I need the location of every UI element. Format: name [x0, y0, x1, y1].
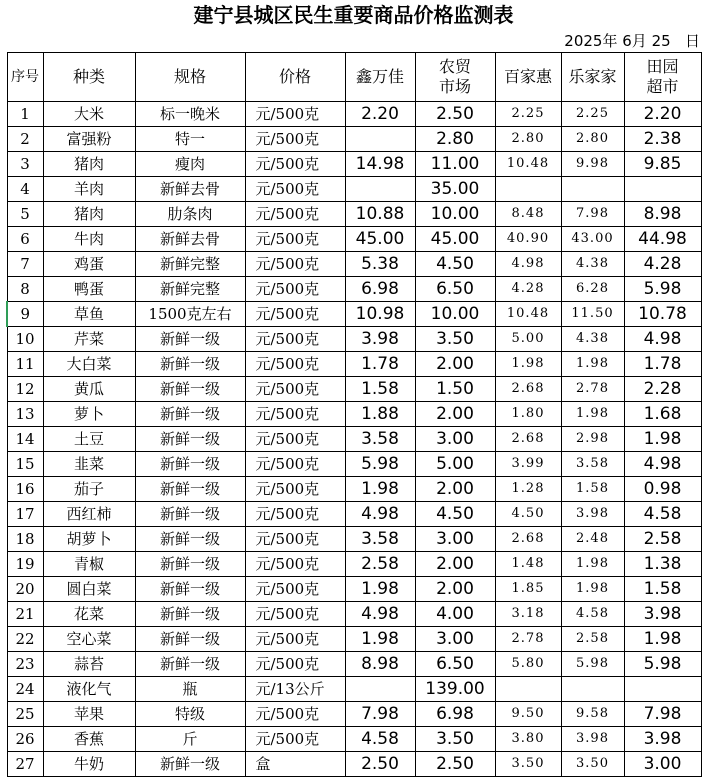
header-row: [7, 53, 701, 102]
header-tianyuan: [624, 53, 701, 102]
table-row: [7, 302, 701, 327]
header-nongmao-line1: 农贸: [438, 57, 471, 76]
cell-unit[interactable]: 元/500克: [245, 502, 345, 527]
report-date: [0, 30, 700, 52]
cell-price-xinwanjia[interactable]: 2.20: [345, 102, 415, 127]
cell-idx[interactable]: 7: [7, 252, 43, 277]
cell-kind[interactable]: 蒜苔: [43, 652, 135, 677]
cell-price-nongmao[interactable]: 2.50: [415, 102, 495, 127]
cell-price-nongmao[interactable]: 2.00: [415, 352, 495, 377]
cell-price-baijiahui[interactable]: 10.48: [495, 152, 561, 177]
cell-unit[interactable]: 元/500克: [245, 627, 345, 652]
cell-spec[interactable]: 新鲜去骨: [135, 177, 245, 202]
cell-price-tianyuan[interactable]: 8.98: [624, 202, 701, 227]
table-row: [7, 352, 701, 377]
cell-unit[interactable]: 元/500克: [245, 552, 345, 577]
cell-price-xinwanjia[interactable]: 7.98: [345, 702, 415, 727]
cell-price-tianyuan[interactable]: 1.98: [624, 627, 701, 652]
cell-price-nongmao[interactable]: 2.80: [415, 127, 495, 152]
cell-price-lejiajia[interactable]: 4.38: [561, 327, 624, 352]
cell-kind[interactable]: 空心菜: [43, 627, 135, 652]
table-row: [7, 127, 701, 152]
cell-idx[interactable]: 20: [7, 577, 43, 602]
cell-unit[interactable]: 元/500克: [245, 702, 345, 727]
cell-kind[interactable]: 苹果: [43, 702, 135, 727]
cell-price-tianyuan[interactable]: [624, 677, 701, 702]
cell-price-lejiajia[interactable]: 1.98: [561, 352, 624, 377]
table-row: [7, 677, 701, 702]
cell-price-baijiahui[interactable]: 1.85: [495, 577, 561, 602]
cell-price-tianyuan[interactable]: 4.98: [624, 452, 701, 477]
cell-price-xinwanjia[interactable]: 4.98: [345, 502, 415, 527]
cell-idx[interactable]: 27: [7, 752, 43, 777]
table-row: [7, 102, 701, 127]
cell-price-nongmao[interactable]: 11.00: [415, 152, 495, 177]
cell-price-tianyuan[interactable]: 2.20: [624, 102, 701, 127]
cell-price-lejiajia[interactable]: 2.25: [561, 102, 624, 127]
cell-idx[interactable]: 24: [7, 677, 43, 702]
cell-idx[interactable]: 15: [7, 452, 43, 477]
cell-spec[interactable]: 特级: [135, 702, 245, 727]
cell-price-tianyuan[interactable]: 1.78: [624, 352, 701, 377]
cell-price-lejiajia[interactable]: 2.58: [561, 627, 624, 652]
cell-price-tianyuan[interactable]: 0.98: [624, 477, 701, 502]
date-year: 2025年: [564, 32, 618, 50]
cell-kind[interactable]: 土豆: [43, 427, 135, 452]
table-row: [7, 577, 701, 602]
cell-unit[interactable]: 元/500克: [245, 127, 345, 152]
cell-price-baijiahui[interactable]: 8.48: [495, 202, 561, 227]
cell-unit[interactable]: 元/500克: [245, 402, 345, 427]
cell-price-nongmao[interactable]: 4.50: [415, 502, 495, 527]
cell-idx[interactable]: 4: [7, 177, 43, 202]
table-row: [7, 202, 701, 227]
cell-price-xinwanjia[interactable]: 3.58: [345, 427, 415, 452]
cell-spec[interactable]: 新鲜一级: [135, 377, 245, 402]
cell-unit[interactable]: 元/500克: [245, 252, 345, 277]
header-baijiahui: 百家惠: [495, 53, 561, 102]
cell-spec[interactable]: 新鲜一级: [135, 552, 245, 577]
cell-price-xinwanjia[interactable]: 3.98: [345, 327, 415, 352]
cell-price-baijiahui[interactable]: 2.80: [495, 127, 561, 152]
cell-kind[interactable]: 黄瓜: [43, 377, 135, 402]
cell-price-baijiahui[interactable]: 4.98: [495, 252, 561, 277]
cell-idx[interactable]: 19: [7, 552, 43, 577]
cell-price-xinwanjia[interactable]: 6.98: [345, 277, 415, 302]
cell-price-tianyuan[interactable]: 1.58: [624, 577, 701, 602]
cell-price-nongmao[interactable]: 2.50: [415, 752, 495, 777]
cell-kind[interactable]: 圆白菜: [43, 577, 135, 602]
date-day-suffix: 日: [684, 32, 700, 50]
cell-price-baijiahui[interactable]: [495, 177, 561, 202]
cell-price-nongmao[interactable]: 5.00: [415, 452, 495, 477]
cell-price-baijiahui[interactable]: 2.78: [495, 627, 561, 652]
table-row: [7, 552, 701, 577]
header-spec: 规格: [135, 53, 245, 102]
table-row: [7, 502, 701, 527]
cell-spec[interactable]: 新鲜一级: [135, 327, 245, 352]
cell-price-baijiahui[interactable]: 2.68: [495, 377, 561, 402]
cell-kind[interactable]: 大白菜: [43, 352, 135, 377]
cell-idx[interactable]: 26: [7, 727, 43, 752]
cell-spec[interactable]: 新鲜一级: [135, 527, 245, 552]
cell-unit[interactable]: 元/500克: [245, 327, 345, 352]
cell-price-xinwanjia[interactable]: 1.98: [345, 627, 415, 652]
cell-unit[interactable]: 元/500克: [245, 377, 345, 402]
cell-price-baijiahui[interactable]: 3.80: [495, 727, 561, 752]
cell-price-lejiajia[interactable]: [561, 177, 624, 202]
cell-price-lejiajia[interactable]: 3.98: [561, 502, 624, 527]
cell-kind[interactable]: 液化气: [43, 677, 135, 702]
cell-price-lejiajia[interactable]: [561, 677, 624, 702]
cell-idx[interactable]: 23: [7, 652, 43, 677]
cell-price-nongmao[interactable]: 3.50: [415, 327, 495, 352]
cell-price-xinwanjia[interactable]: 14.98: [345, 152, 415, 177]
cell-spec[interactable]: 新鲜一级: [135, 652, 245, 677]
header-lejiajia: 乐家家: [561, 53, 624, 102]
cell-spec[interactable]: 新鲜一级: [135, 602, 245, 627]
cell-price-lejiajia[interactable]: 9.98: [561, 152, 624, 177]
table-row: [7, 627, 701, 652]
cell-price-tianyuan[interactable]: 10.78: [624, 302, 701, 327]
cell-unit[interactable]: 元/500克: [245, 452, 345, 477]
table-row: [7, 252, 701, 277]
cell-price-baijiahui[interactable]: 3.18: [495, 602, 561, 627]
cell-price-tianyuan[interactable]: 7.98: [624, 702, 701, 727]
cell-idx[interactable]: 9: [7, 302, 43, 327]
cell-price-nongmao[interactable]: 2.00: [415, 402, 495, 427]
cell-price-nongmao[interactable]: 6.50: [415, 277, 495, 302]
cell-kind[interactable]: 韭菜: [43, 452, 135, 477]
cell-unit[interactable]: 元/500克: [245, 427, 345, 452]
cell-price-lejiajia[interactable]: 1.98: [561, 577, 624, 602]
cell-price-xinwanjia[interactable]: 45.00: [345, 227, 415, 252]
cell-unit[interactable]: 元/500克: [245, 602, 345, 627]
cell-price-lejiajia[interactable]: 4.58: [561, 602, 624, 627]
cell-price-lejiajia[interactable]: 2.48: [561, 527, 624, 552]
cell-price-lejiajia[interactable]: 43.00: [561, 227, 624, 252]
header-idx: 序号: [7, 53, 43, 102]
cell-price-nongmao[interactable]: 35.00: [415, 177, 495, 202]
cell-price-tianyuan[interactable]: 2.28: [624, 377, 701, 402]
cell-spec[interactable]: 新鲜一级: [135, 627, 245, 652]
cell-price-lejiajia[interactable]: 11.50: [561, 302, 624, 327]
cell-unit[interactable]: 元/500克: [245, 577, 345, 602]
cell-kind[interactable]: 鸡蛋: [43, 252, 135, 277]
cell-price-tianyuan[interactable]: 1.68: [624, 402, 701, 427]
table-row: [7, 227, 701, 252]
cell-idx[interactable]: 18: [7, 527, 43, 552]
cell-price-xinwanjia[interactable]: 8.98: [345, 652, 415, 677]
table-row: [7, 727, 701, 752]
cell-spec[interactable]: 1500克左右: [135, 302, 245, 327]
cell-kind[interactable]: 牛奶: [43, 752, 135, 777]
cell-kind[interactable]: 香蕉: [43, 727, 135, 752]
cell-price-xinwanjia[interactable]: 1.98: [345, 577, 415, 602]
cell-price-nongmao[interactable]: 6.50: [415, 652, 495, 677]
table-body: [7, 102, 701, 777]
header-nongmao: [415, 53, 495, 102]
cell-kind[interactable]: 牛肉: [43, 227, 135, 252]
table-row: [7, 402, 701, 427]
cell-price-nongmao[interactable]: 10.00: [415, 202, 495, 227]
date-month: 6月: [622, 32, 647, 50]
cell-price-lejiajia[interactable]: 2.78: [561, 377, 624, 402]
cell-price-baijiahui[interactable]: 5.80: [495, 652, 561, 677]
cell-spec[interactable]: 新鲜一级: [135, 577, 245, 602]
cell-price-xinwanjia[interactable]: 2.58: [345, 552, 415, 577]
cell-price-baijiahui[interactable]: 3.50: [495, 752, 561, 777]
cell-unit[interactable]: 元/500克: [245, 227, 345, 252]
cell-unit[interactable]: 元/500克: [245, 302, 345, 327]
cell-kind[interactable]: 猪肉: [43, 152, 135, 177]
cell-price-lejiajia[interactable]: 3.98: [561, 727, 624, 752]
cell-price-tianyuan[interactable]: 2.38: [624, 127, 701, 152]
cell-spec[interactable]: 新鲜一级: [135, 452, 245, 477]
cell-kind[interactable]: 茄子: [43, 477, 135, 502]
cell-price-lejiajia[interactable]: 2.98: [561, 427, 624, 452]
cell-price-nongmao[interactable]: 3.50: [415, 727, 495, 752]
cell-kind[interactable]: 大米: [43, 102, 135, 127]
cell-price-lejiajia[interactable]: 2.80: [561, 127, 624, 152]
cell-price-baijiahui[interactable]: 2.68: [495, 527, 561, 552]
cell-unit[interactable]: 盒: [245, 752, 345, 777]
cell-unit[interactable]: 元/500克: [245, 102, 345, 127]
cell-idx[interactable]: 8: [7, 277, 43, 302]
cell-price-tianyuan[interactable]: 5.98: [624, 277, 701, 302]
cell-price-baijiahui[interactable]: 1.80: [495, 402, 561, 427]
cell-price-nongmao[interactable]: 3.00: [415, 627, 495, 652]
cell-kind[interactable]: 猪肉: [43, 202, 135, 227]
cell-price-baijiahui[interactable]: 4.50: [495, 502, 561, 527]
cell-price-tianyuan[interactable]: 4.98: [624, 327, 701, 352]
date-day: 25: [651, 32, 671, 50]
cell-price-xinwanjia[interactable]: 10.98: [345, 302, 415, 327]
cell-price-nongmao[interactable]: 4.50: [415, 252, 495, 277]
cell-price-nongmao[interactable]: 6.98: [415, 702, 495, 727]
cell-price-lejiajia[interactable]: 1.58: [561, 477, 624, 502]
cell-price-xinwanjia[interactable]: 1.78: [345, 352, 415, 377]
table-row: [7, 452, 701, 477]
cell-price-lejiajia[interactable]: 3.58: [561, 452, 624, 477]
cell-unit[interactable]: 元/500克: [245, 352, 345, 377]
price-table: [6, 52, 702, 777]
cell-kind[interactable]: 萝卜: [43, 402, 135, 427]
cell-price-baijiahui[interactable]: 2.68: [495, 427, 561, 452]
cell-kind[interactable]: 芹菜: [43, 327, 135, 352]
cell-idx[interactable]: 14: [7, 427, 43, 452]
cell-unit[interactable]: 元/500克: [245, 527, 345, 552]
cell-price-nongmao[interactable]: 139.00: [415, 677, 495, 702]
cell-price-nongmao[interactable]: 3.00: [415, 527, 495, 552]
cell-price-xinwanjia[interactable]: 1.88: [345, 402, 415, 427]
cell-price-nongmao[interactable]: 2.00: [415, 552, 495, 577]
cell-price-tianyuan[interactable]: 9.85: [624, 152, 701, 177]
cell-kind[interactable]: 花菜: [43, 602, 135, 627]
cell-price-xinwanjia[interactable]: [345, 177, 415, 202]
cell-idx[interactable]: 25: [7, 702, 43, 727]
cell-idx[interactable]: 5: [7, 202, 43, 227]
header-xinwanjia: 鑫万佳: [345, 53, 415, 102]
cell-price-nongmao[interactable]: 3.00: [415, 427, 495, 452]
cell-idx[interactable]: 2: [7, 127, 43, 152]
cell-price-tianyuan[interactable]: 5.98: [624, 652, 701, 677]
cell-price-nongmao[interactable]: 2.00: [415, 577, 495, 602]
cell-price-xinwanjia[interactable]: 3.58: [345, 527, 415, 552]
cell-price-nongmao[interactable]: 10.00: [415, 302, 495, 327]
cell-price-xinwanjia[interactable]: 1.58: [345, 377, 415, 402]
cell-price-xinwanjia[interactable]: 10.88: [345, 202, 415, 227]
cell-kind[interactable]: 青椒: [43, 552, 135, 577]
cell-price-lejiajia[interactable]: 3.50: [561, 752, 624, 777]
cell-idx[interactable]: 10: [7, 327, 43, 352]
table-row: [7, 427, 701, 452]
cell-price-tianyuan[interactable]: [624, 177, 701, 202]
cell-spec[interactable]: 瘦肉: [135, 152, 245, 177]
cell-price-tianyuan[interactable]: 4.58: [624, 502, 701, 527]
cell-spec[interactable]: 新鲜一级: [135, 752, 245, 777]
cell-price-xinwanjia[interactable]: 4.58: [345, 727, 415, 752]
cell-price-nongmao[interactable]: 45.00: [415, 227, 495, 252]
cell-idx[interactable]: 16: [7, 477, 43, 502]
cell-price-lejiajia[interactable]: 6.28: [561, 277, 624, 302]
cell-idx[interactable]: 22: [7, 627, 43, 652]
cell-kind[interactable]: 羊肉: [43, 177, 135, 202]
cell-spec[interactable]: 瓶: [135, 677, 245, 702]
cell-kind[interactable]: 草鱼: [43, 302, 135, 327]
cell-price-nongmao[interactable]: 1.50: [415, 377, 495, 402]
cell-price-lejiajia[interactable]: 1.98: [561, 552, 624, 577]
sheet-title: 建宁县城区民生重要商品价格监测表: [193, 3, 514, 27]
cell-spec[interactable]: 新鲜一级: [135, 477, 245, 502]
table-row: [7, 152, 701, 177]
cell-kind[interactable]: 西红柿: [43, 502, 135, 527]
cell-price-tianyuan[interactable]: 2.58: [624, 527, 701, 552]
cell-spec[interactable]: 特一: [135, 127, 245, 152]
cell-spec[interactable]: 新鲜一级: [135, 502, 245, 527]
table-row: [7, 377, 701, 402]
cell-kind[interactable]: 富强粉: [43, 127, 135, 152]
cell-price-baijiahui[interactable]: 1.28: [495, 477, 561, 502]
cell-spec[interactable]: 新鲜一级: [135, 402, 245, 427]
cell-price-baijiahui[interactable]: 10.48: [495, 302, 561, 327]
cell-idx[interactable]: 21: [7, 602, 43, 627]
cell-price-tianyuan[interactable]: 4.28: [624, 252, 701, 277]
cell-price-tianyuan[interactable]: 3.98: [624, 727, 701, 752]
cell-price-xinwanjia[interactable]: 4.98: [345, 602, 415, 627]
cell-spec[interactable]: 新鲜一级: [135, 427, 245, 452]
cell-unit[interactable]: 元/13公斤: [245, 677, 345, 702]
cell-idx[interactable]: 6: [7, 227, 43, 252]
cell-price-lejiajia[interactable]: 5.98: [561, 652, 624, 677]
table-row: [7, 327, 701, 352]
header-unit: 价格: [245, 53, 345, 102]
cell-unit[interactable]: 元/500克: [245, 202, 345, 227]
cell-price-xinwanjia[interactable]: 2.50: [345, 752, 415, 777]
cell-spec[interactable]: 肋条肉: [135, 202, 245, 227]
cell-idx[interactable]: 17: [7, 502, 43, 527]
table-row: [7, 177, 701, 202]
cell-spec[interactable]: 新鲜一级: [135, 352, 245, 377]
cell-price-tianyuan[interactable]: 3.98: [624, 602, 701, 627]
cell-price-baijiahui[interactable]: 5.00: [495, 327, 561, 352]
header-nongmao-line2: 市场: [438, 77, 471, 96]
cell-price-baijiahui[interactable]: [495, 677, 561, 702]
cell-price-nongmao[interactable]: 2.00: [415, 477, 495, 502]
cell-spec[interactable]: 新鲜完整: [135, 277, 245, 302]
cell-price-baijiahui[interactable]: 2.25: [495, 102, 561, 127]
cell-idx[interactable]: 1: [7, 102, 43, 127]
cell-spec[interactable]: 新鲜完整: [135, 252, 245, 277]
cell-price-baijiahui[interactable]: 1.98: [495, 352, 561, 377]
cell-spec[interactable]: 新鲜去骨: [135, 227, 245, 252]
cell-price-xinwanjia[interactable]: 5.98: [345, 452, 415, 477]
cell-unit[interactable]: 元/500克: [245, 652, 345, 677]
cell-price-xinwanjia[interactable]: 1.98: [345, 477, 415, 502]
cell-price-lejiajia[interactable]: 7.98: [561, 202, 624, 227]
cell-price-baijiahui[interactable]: 40.90: [495, 227, 561, 252]
table-row: [7, 527, 701, 552]
cell-spec[interactable]: 斤: [135, 727, 245, 752]
cell-spec[interactable]: 标一晚米: [135, 102, 245, 127]
cell-unit[interactable]: 元/500克: [245, 477, 345, 502]
cell-unit[interactable]: 元/500克: [245, 177, 345, 202]
cell-price-xinwanjia[interactable]: [345, 127, 415, 152]
cell-price-lejiajia[interactable]: 1.98: [561, 402, 624, 427]
cell-price-tianyuan[interactable]: 3.00: [624, 752, 701, 777]
table-row: [7, 277, 701, 302]
cell-idx[interactable]: 3: [7, 152, 43, 177]
cell-price-baijiahui[interactable]: 9.50: [495, 702, 561, 727]
cell-price-nongmao[interactable]: 4.00: [415, 602, 495, 627]
cell-unit[interactable]: 元/500克: [245, 152, 345, 177]
cell-unit[interactable]: 元/500克: [245, 727, 345, 752]
cell-price-lejiajia[interactable]: 9.58: [561, 702, 624, 727]
cell-kind[interactable]: 胡萝卜: [43, 527, 135, 552]
cell-price-baijiahui[interactable]: 4.28: [495, 277, 561, 302]
cell-idx[interactable]: 11: [7, 352, 43, 377]
cell-price-baijiahui[interactable]: 3.99: [495, 452, 561, 477]
header-kind: 种类: [43, 53, 135, 102]
cell-price-xinwanjia[interactable]: [345, 677, 415, 702]
cell-price-tianyuan[interactable]: 1.98: [624, 427, 701, 452]
table-row: [7, 702, 701, 727]
cell-price-xinwanjia[interactable]: 5.38: [345, 252, 415, 277]
table-row: [7, 602, 701, 627]
cell-idx[interactable]: 13: [7, 402, 43, 427]
cell-price-baijiahui[interactable]: 1.48: [495, 552, 561, 577]
table-row: [7, 477, 701, 502]
cell-unit[interactable]: 元/500克: [245, 277, 345, 302]
cell-price-tianyuan[interactable]: 1.38: [624, 552, 701, 577]
table-row: [7, 752, 701, 777]
table-row: [7, 652, 701, 677]
cell-idx[interactable]: 12: [7, 377, 43, 402]
cell-price-lejiajia[interactable]: 4.38: [561, 252, 624, 277]
cell-price-tianyuan[interactable]: 44.98: [624, 227, 701, 252]
header-tianyuan-line1: 田园: [646, 57, 679, 76]
header-tianyuan-line2: 超市: [646, 77, 679, 96]
cell-kind[interactable]: 鸭蛋: [43, 277, 135, 302]
